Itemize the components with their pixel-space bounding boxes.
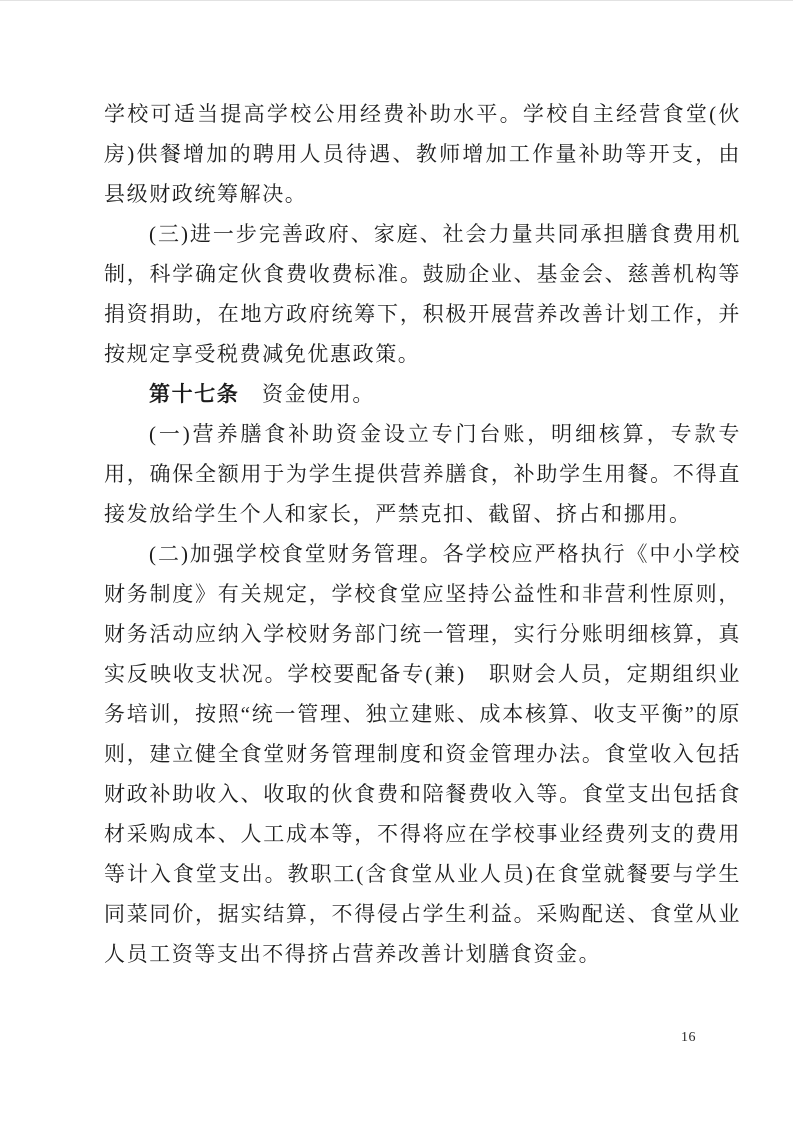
article-17-heading: 第十七条 [149,382,240,406]
paragraph-article-17 [104,374,741,414]
paragraph-continuation-funding: 学校可适当提高学校公用经费补助水平。学校自主经营食堂(伙房)供餐增加的聘用人员待遇、教师增加工作量补助等开支，由县级财政统筹解决。 [104,102,741,206]
document-body [104,94,741,974]
paragraph-item-3-cost-sharing: (三)进一步完善政府、家庭、社会力量共同承担膳食费用机制，科学确定伙食费收费标准。鼓励企业、基金会、慈善机构等捐资捐助，在地方政府统筹下，积极开展营养改善计划工作，并按规定享受税费减免优惠政策。 [104,222,741,366]
article-17-title: 资金使用。 [239,382,376,406]
paragraph-item-2-canteen-finance: (二)加强学校食堂财务管理。各学校应严格执行《中小学校财务制度》有关规定，学校食堂应坚持公益性和非营利性原则，财务活动应纳入学校财务部门统一管理，实行分账明细核算，真实反映收支状况。学校要配备专(兼) 职财会人员，定期组织业务培训，按照“统一管理、独立建账、成本核算、收支平衡”的原则，建立健全食堂财务管理制度和资金管理办法。食堂收入包括财政补助收入、收取的伙食费和陪餐费收入等。食堂支出包括食材采购成本、人工成本等，不得将应在学校事业经费列支的费用等计入食堂支出。教职工(含食堂从业人员)在食堂就餐要与学生同菜同价，据实结算，不得侵占学生利益。采购配送、食堂从业人员工资等支出不得挤占营养改善计划膳食资金。 [104,542,741,966]
paragraph-item-1-dedicated-funds: (一)营养膳食补助资金设立专门台账，明细核算，专款专用，确保全额用于为学生提供营养膳食，补助学生用餐。不得直接发放给学生个人和家长，严禁克扣、截留、挤占和挪用。 [104,422,741,526]
page-top-edge [0,0,793,1]
page-number: 16 [681,1030,696,1045]
